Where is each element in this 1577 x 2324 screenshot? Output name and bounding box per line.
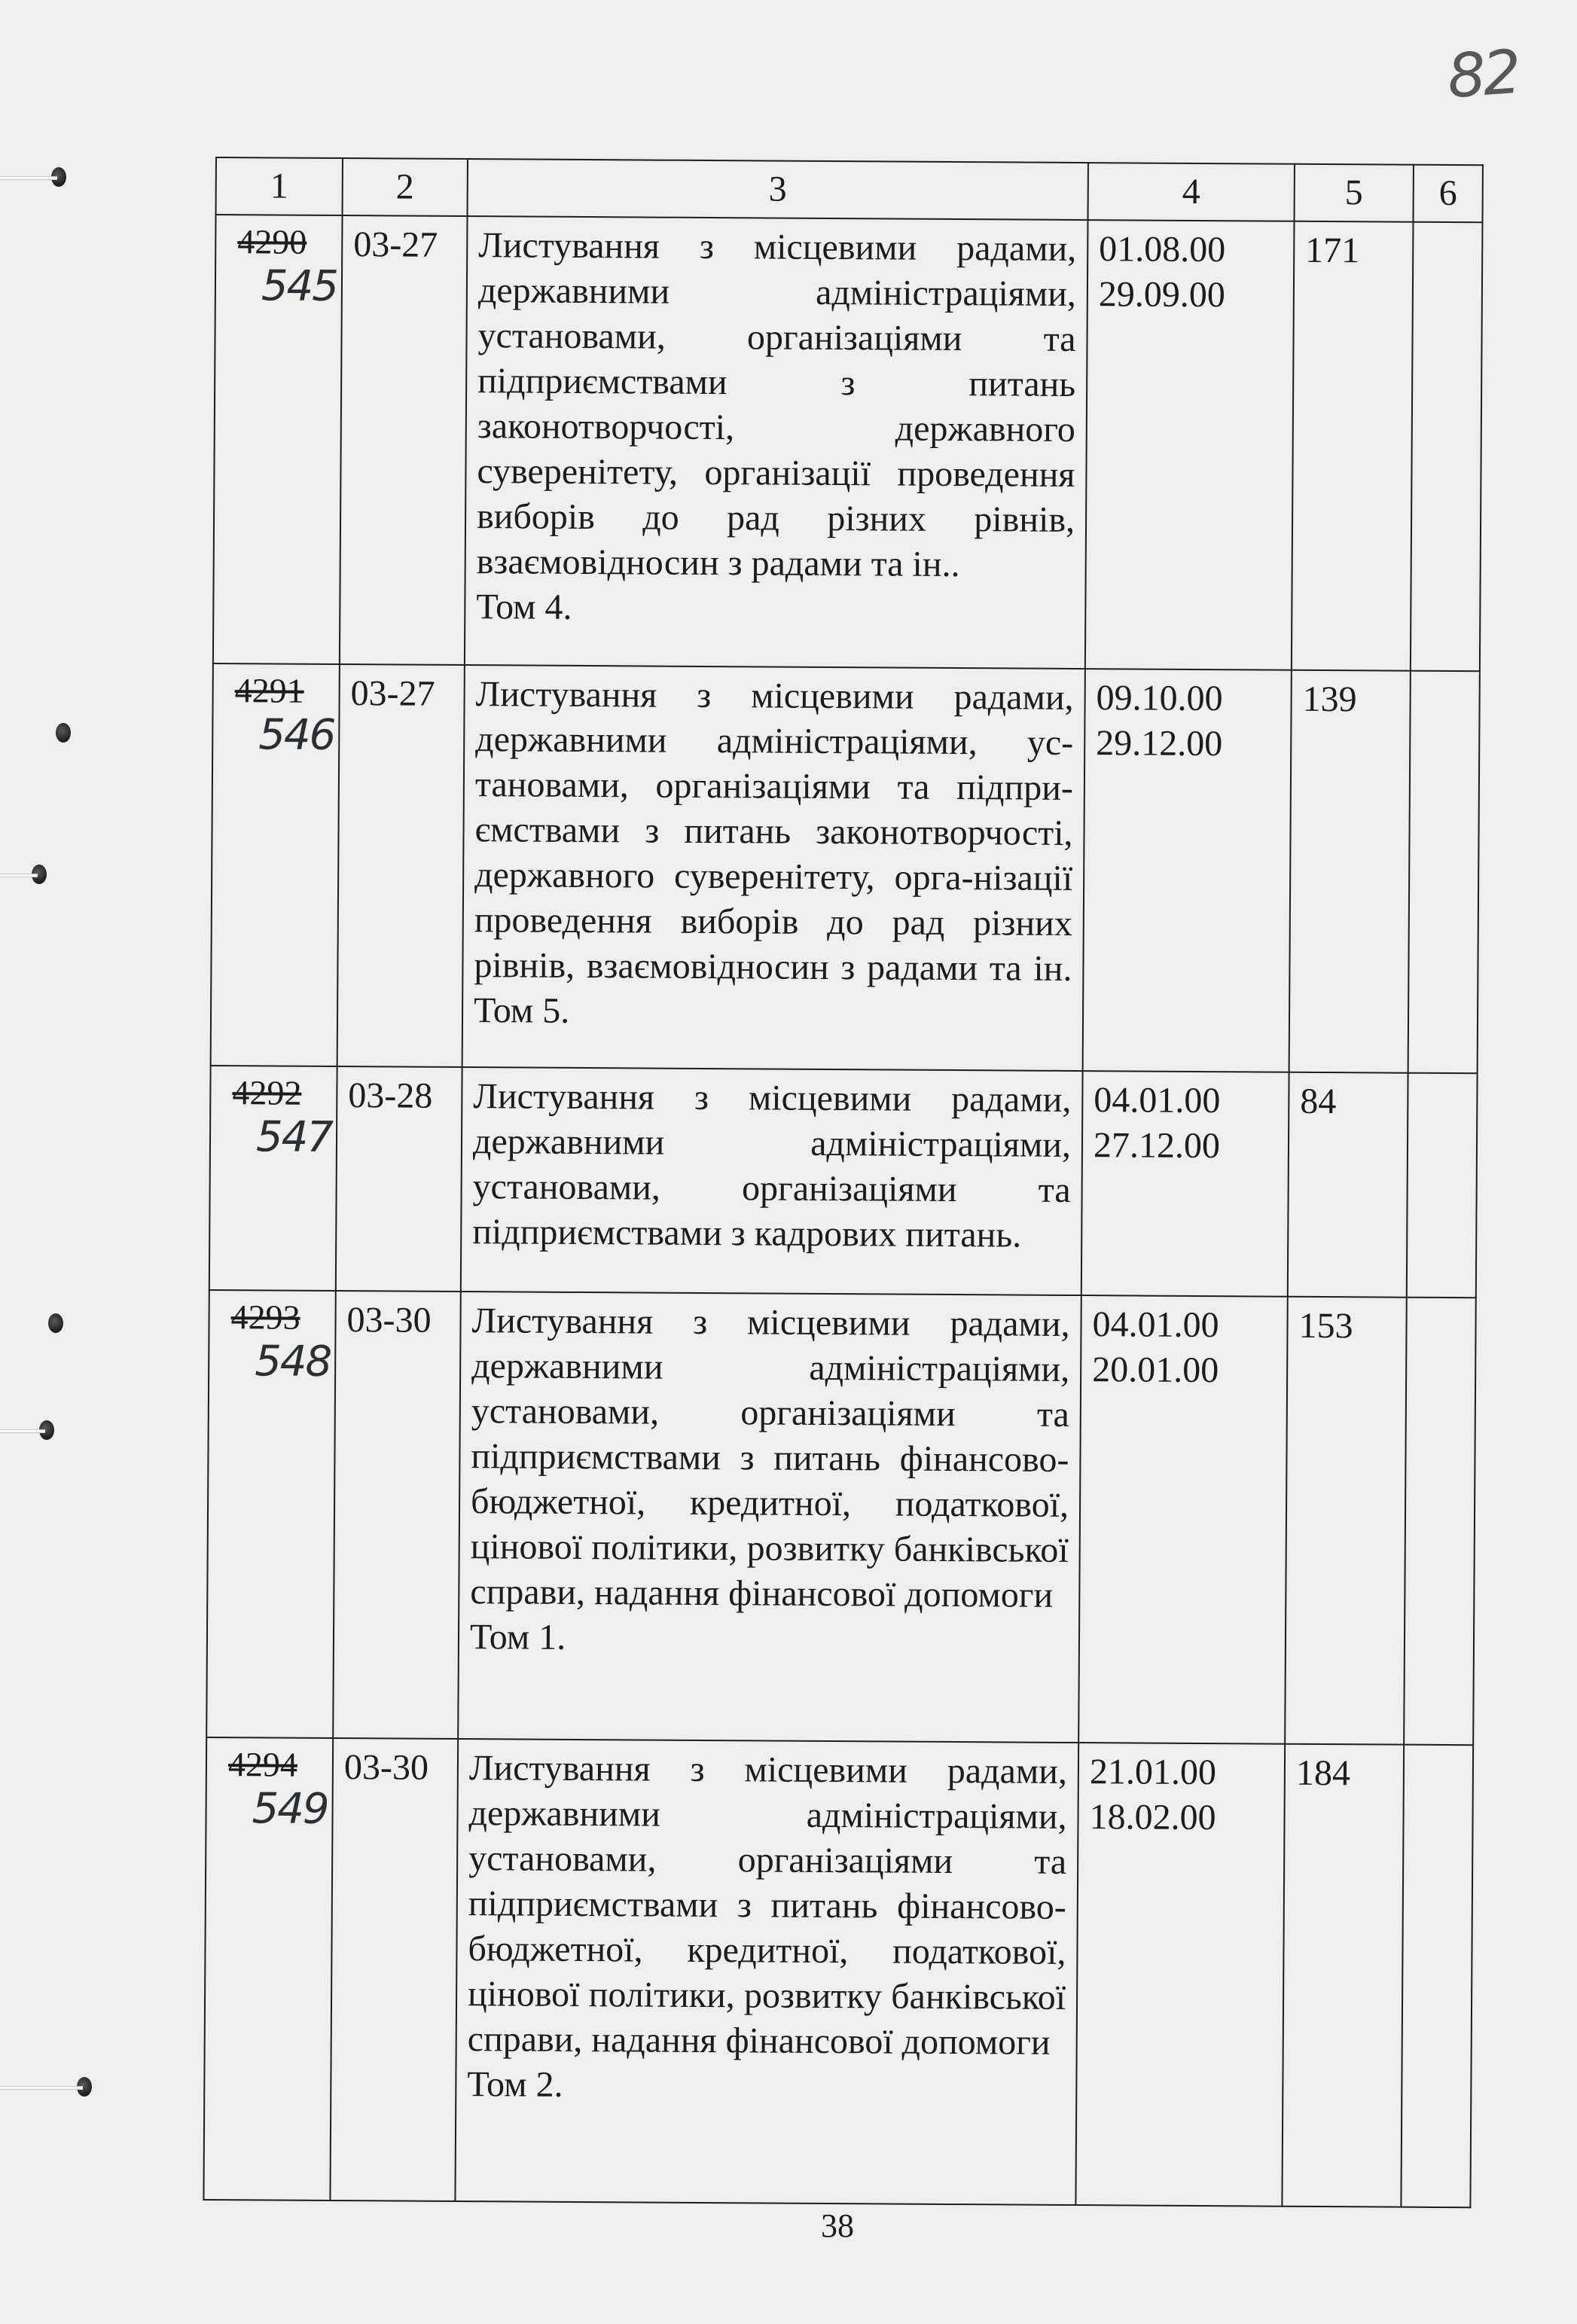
column-header: 5 [1295,164,1414,222]
sheets-count-cell: 84 [1288,1072,1408,1298]
index-cell: 03-28 [336,1066,462,1292]
date-start: 21.01.00 [1089,1752,1217,1793]
description-text: Листування з місцевими радами, державними адміністраціями, ус-тановами, організаціями та підпри-ємствами з питань законотворчості, державного суверенітету, орга-нізації проведення виборів до рад різних рівнів, взаємовідносин з радами та ін. Том 5. [473,674,1074,1031]
note-cell [1411,222,1483,672]
index-cell: 03-27 [340,215,468,665]
handwritten-number: 546 [258,710,335,760]
case-number-cell [213,215,343,664]
crossed-out-number: 4292 [232,1073,302,1112]
table-row [203,1737,1473,2207]
sheets-count-cell: 153 [1285,1297,1407,1745]
dates-cell [1083,669,1292,1072]
dates-cell [1075,1743,1285,2207]
case-number-cell [206,1290,336,1738]
date-end: 18.02.00 [1089,1797,1216,1838]
handwritten-number: 549 [252,1784,328,1834]
description-cell [458,1292,1081,1743]
crossed-out-number: 4293 [230,1298,300,1337]
binding-thread [0,1429,45,1433]
column-header: 6 [1414,165,1483,223]
table-row [213,215,1483,671]
crossed-out-number: 4291 [234,671,304,710]
description-text: Листування з місцевими радами, державними адміністраціями, установами, організаціями та підприємствами з питань фінансово-бюджетної, кредитної, податкової, цінової політики, розвитку банківської справи, надання фінансової допомоги [470,1301,1070,1615]
handwritten-number: 548 [255,1337,331,1386]
description-cell [465,216,1088,669]
description-text: Листування з місцевими радами, державними адміністраціями, установами, організаціями та підприємствами з питань фінансово-бюджетної, кредитної, податкової, цінової політики, розвитку банківської справи, надання фінансової допомоги [467,1748,1068,2063]
case-number-cell [209,1066,337,1291]
note-cell [1407,1073,1478,1298]
crossed-out-number: 4294 [227,1745,298,1784]
binding-hole [56,723,71,743]
index-cell: 03-27 [337,664,465,1067]
case-number-cell [203,1737,333,2200]
description-cell [462,665,1085,1071]
note-cell [1408,671,1480,1074]
column-header: 2 [343,158,468,216]
note-cell [1404,1298,1476,1746]
handwritten-folio-number: 82 [1444,36,1521,112]
description-text: Листування з місцевими радами, державними адміністраціями, установами, організаціями та підприємствами з кадрових питань. [472,1076,1072,1255]
column-header: 3 [468,159,1088,220]
table-row [211,663,1480,1073]
binding-thread [0,874,38,877]
handwritten-number: 547 [255,1112,333,1162]
handwritten-number: 545 [261,261,338,311]
page-number: 38 [821,2207,854,2244]
date-start: 09.10.00 [1096,678,1223,719]
description-text: Листування з місцевими радами, державними адміністраціями, установами, організаціями та підприємствами з питань законотворчості, державного суверенітету, організації проведення виборів до рад різних рівнів, взаємовідносин з радами та ін.. [476,225,1077,585]
column-header: 4 [1088,163,1295,221]
column-header: 1 [216,157,343,215]
dates-cell [1078,1295,1288,1744]
volume-label: Том 4. [476,587,572,627]
binding-thread [0,2086,83,2090]
date-start: 01.08.00 [1099,229,1226,270]
sheets-count-cell: 139 [1289,670,1411,1073]
date-end: 29.09.00 [1098,274,1226,316]
volume-label: Том 2. [467,2064,563,2105]
table-row [206,1290,1476,1745]
date-end: 27.12.00 [1093,1125,1221,1167]
binding-hole [48,1313,63,1333]
description-cell [455,1739,1078,2205]
volume-label: Том 1. [469,1617,566,1658]
note-cell [1401,1745,1473,2208]
date-end: 20.01.00 [1092,1350,1219,1391]
index-cell: 03-30 [333,1291,461,1739]
sheets-count-cell: 171 [1292,221,1414,671]
table-header-row [216,157,1483,222]
binding-thread [0,176,57,180]
date-end: 29.12.00 [1096,723,1223,764]
description-cell [461,1067,1083,1295]
dates-cell [1081,1071,1289,1297]
case-number-cell [211,663,340,1066]
date-start: 04.01.00 [1092,1304,1219,1346]
table-row [209,1066,1478,1298]
crossed-out-number: 4290 [237,222,307,261]
registry-table [203,157,1484,2208]
sheets-count-cell: 184 [1282,1744,1404,2207]
index-cell: 03-30 [330,1738,458,2201]
dates-cell [1085,220,1295,670]
date-start: 04.01.00 [1094,1080,1221,1121]
